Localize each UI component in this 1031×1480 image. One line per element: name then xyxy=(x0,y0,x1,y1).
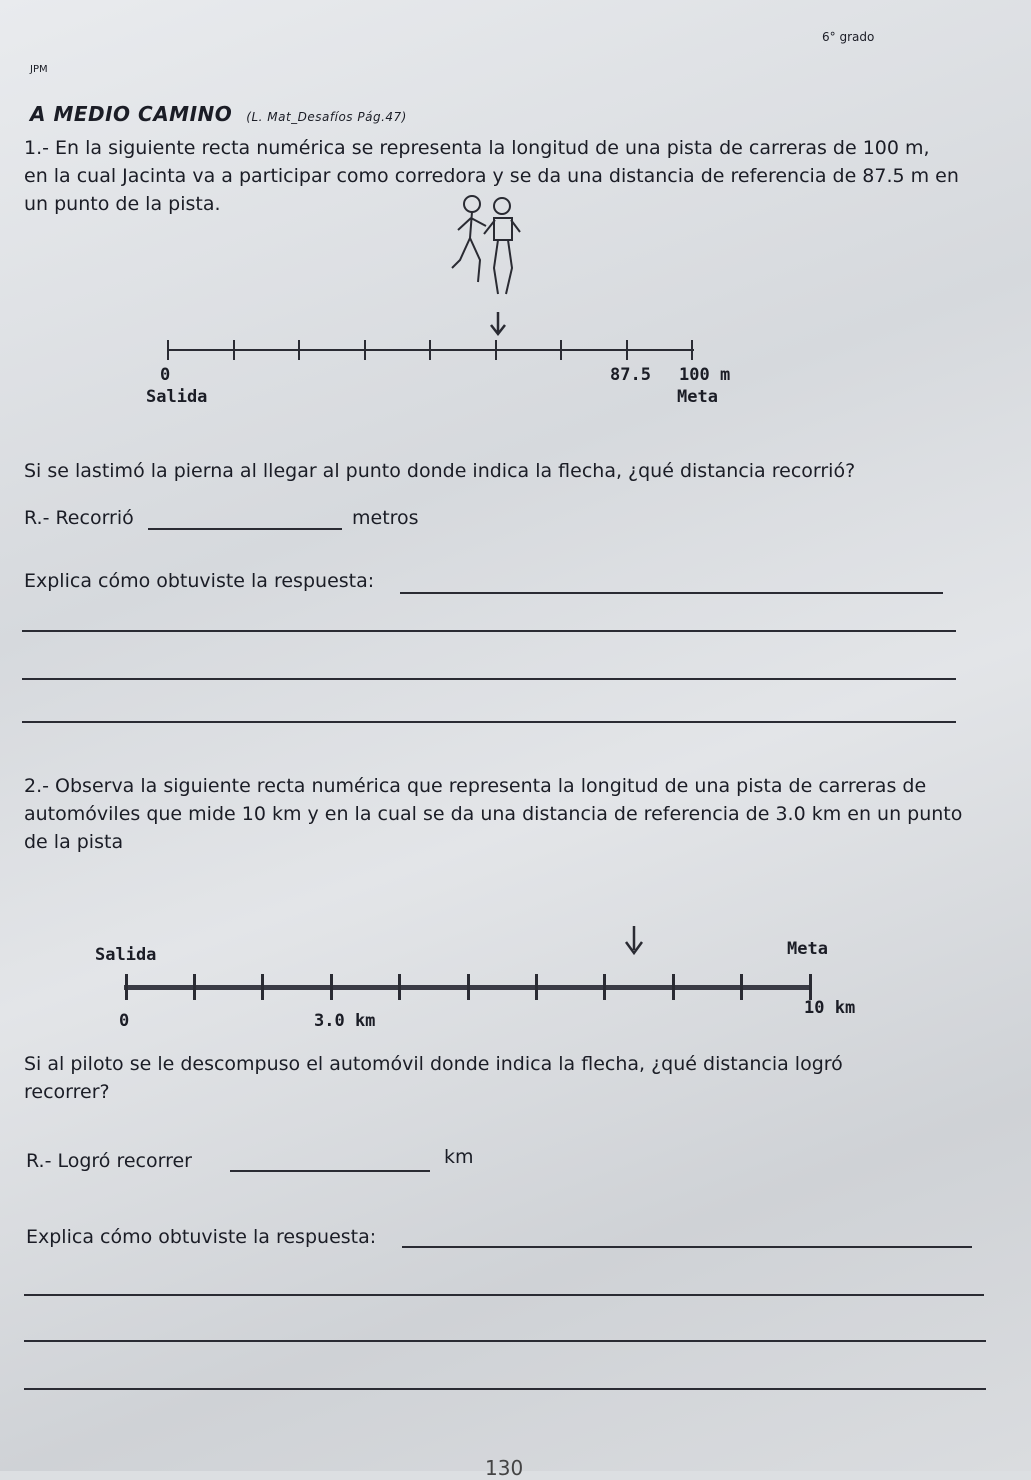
page-number: 130 xyxy=(485,1456,524,1480)
tick-mark xyxy=(495,340,497,360)
teacher-code: JPM xyxy=(30,64,48,75)
problem1-explain-line-1[interactable] xyxy=(400,592,943,594)
page-title xyxy=(30,102,407,126)
problem2-explain-line-4[interactable] xyxy=(24,1388,986,1390)
problem1-explain-line-4[interactable] xyxy=(22,721,956,723)
tick-mark xyxy=(672,974,675,1000)
problem2-question: Si al piloto se le descompuso el automóvil donde indica la flecha, ¿qué distancia logró recorrer? xyxy=(24,1053,843,1103)
tick-mark xyxy=(740,974,743,1000)
numberline1-start-value: 0 xyxy=(160,365,171,385)
tick-mark xyxy=(364,340,366,360)
problem2-explain-label: Explica cómo obtuviste la respuesta: xyxy=(26,1226,377,1248)
tick-mark xyxy=(429,340,431,360)
numberline2-reference-value: 3.0 km xyxy=(314,1011,376,1031)
title-main: A MEDIO CAMINO xyxy=(30,102,233,126)
numberline2-start-label: Salida xyxy=(95,945,157,965)
title-source: (L. Mat_Desafíos Pág.47) xyxy=(246,110,407,124)
numberline1-end-value: 100 m xyxy=(679,365,731,385)
tick-mark xyxy=(603,974,606,1000)
problem1-explain-line-3[interactable] xyxy=(22,678,956,680)
problem1-explain-label: Explica cómo obtuviste la respuesta: xyxy=(24,570,375,592)
problem2-explain-line-1[interactable] xyxy=(402,1246,972,1248)
down-arrow-icon xyxy=(488,312,508,340)
tick-mark xyxy=(233,340,235,360)
tick-mark xyxy=(261,974,264,1000)
problem1-explain-line-2[interactable] xyxy=(22,630,956,632)
problem2-answer-unit: km xyxy=(444,1146,474,1168)
problem2-answer-prefix: R.- Logró recorrer xyxy=(26,1150,192,1172)
problem1-statement: 1.- En la siguiente recta numérica se representa la longitud de una pista de carreras de 100 m, en la cual Jacinta va a participar como corredora y se da una distancia de referencia de 87.5 m en un punto de la pista. xyxy=(24,137,959,215)
grade-label: 6° grado xyxy=(822,30,875,44)
tick-mark xyxy=(125,974,128,1000)
problem1-answer-unit: metros xyxy=(352,507,419,529)
problem2-statement: 2.- Observa la siguiente recta numérica que representa la longitud de una pista de carreras de automóviles que mide 10 km y en la cual se da una distancia de referencia de 3.0 km en un punto de la pista xyxy=(24,775,963,853)
numberline2-end-label: Meta xyxy=(787,939,828,959)
numberline1-axis xyxy=(168,349,694,351)
numberline2-start-value: 0 xyxy=(119,1011,130,1031)
numberline2-end-value: 10 km xyxy=(804,998,856,1018)
tick-mark xyxy=(535,974,538,1000)
numberline1-reference-value: 87.5 xyxy=(610,365,651,385)
tick-mark xyxy=(560,340,562,360)
problem1-answer-field[interactable] xyxy=(148,528,342,530)
tick-mark xyxy=(809,974,812,1000)
tick-mark xyxy=(298,340,300,360)
tick-mark xyxy=(167,340,169,360)
problem2-answer-field[interactable] xyxy=(230,1170,430,1172)
tick-mark xyxy=(467,974,470,1000)
tick-mark xyxy=(691,340,693,360)
numberline1-start-label: Salida xyxy=(146,387,208,407)
tick-mark xyxy=(626,340,628,360)
numberline1-end-label: Meta xyxy=(677,387,718,407)
problem2-explain-line-3[interactable] xyxy=(24,1340,986,1342)
tick-mark xyxy=(398,974,401,1000)
tick-mark xyxy=(193,974,196,1000)
runner-illustration xyxy=(440,190,540,310)
down-arrow-icon xyxy=(622,926,646,960)
tick-mark xyxy=(330,974,333,1000)
problem1-answer-prefix: R.- Recorrió xyxy=(24,507,134,529)
problem1-question: Si se lastimó la pierna al llegar al punto donde indica la flecha, ¿qué distancia recorrió? xyxy=(24,460,856,482)
problem2-explain-line-2[interactable] xyxy=(24,1294,984,1296)
